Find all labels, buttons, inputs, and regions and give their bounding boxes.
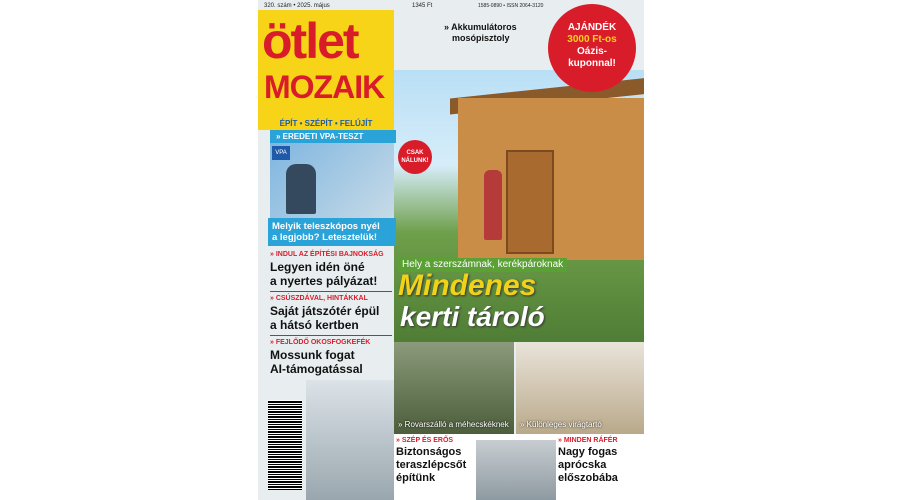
story-kicker: » SZÉP ÉS ERŐS: [396, 437, 454, 444]
story-headline-1: Legyen idén öné: [270, 260, 365, 274]
gift-line-3: Oázis-: [576, 46, 607, 57]
masthead: [258, 10, 394, 128]
hero-title-1: Mindenes: [398, 269, 537, 302]
hero-title-2: kerti tároló: [400, 301, 545, 332]
exclusive-line-1: CSAK: [406, 150, 424, 156]
thumb-caption: » Különleges virágtartó: [520, 420, 602, 429]
price: 1345 Ft: [412, 3, 433, 9]
exclusive-badge: [398, 140, 432, 174]
story-headline-1: Mossunk fogat: [270, 348, 355, 362]
story-kicker: » CSÚSZDÁVAL, HINTÁKKAL: [270, 295, 368, 302]
thumb-caption: » Rovarszálló a méhecskéknek: [398, 420, 509, 429]
story-headline-1: Saját játszótér épül: [270, 304, 380, 318]
story-headline-2: a nyertes pályázat!: [270, 274, 378, 288]
logo-mozaik: MOZAIK: [264, 69, 385, 105]
story-1: [270, 250, 392, 288]
hero-tag: Hely a szerszámnak, kerékpároknak: [398, 258, 567, 272]
story-headline-2: teraszlépcsőt: [396, 459, 467, 471]
story-2: [270, 294, 392, 332]
planter-photo: [516, 342, 644, 434]
insect-hotel-photo: [394, 342, 514, 434]
divider: [270, 335, 392, 336]
story-headline-1: Nagy fogas: [558, 446, 618, 458]
bottom-story-2: [558, 436, 642, 485]
teaser-line-2: mosópisztoly: [452, 33, 510, 43]
story-headline-3: előszobába: [558, 472, 618, 484]
vpa-logo: VPA: [272, 146, 290, 160]
gift-line-2: 3000 Ft-os: [567, 34, 617, 45]
worker-figure: [286, 164, 316, 214]
vpa-header: » EREDETI VPA-TESZT: [270, 130, 396, 143]
story-headline-3: építünk: [396, 472, 436, 484]
story-3: [270, 338, 392, 376]
gift-badge: [548, 4, 636, 92]
story-headline-2: a hátsó kertben: [270, 318, 359, 332]
shed-door: [506, 150, 554, 254]
vpa-caption: [268, 218, 396, 246]
divider: [270, 291, 392, 292]
vpa-caption-line-1: Melyik teleszkópos nyél: [272, 221, 380, 232]
story-headline-2: AI-támogatással: [270, 362, 363, 376]
story-kicker: » INDUL AZ ÉPÍTÉSI BAJNOKSÁG: [270, 251, 384, 258]
gift-line-4: kuponnal!: [568, 58, 616, 69]
story-headline-1: Biztonságos: [396, 446, 462, 458]
person-figure: [484, 170, 502, 240]
gift-line-1: AJÁNDÉK: [567, 22, 617, 33]
vpa-caption-line-2: a legjobb? Letesztelük!: [272, 232, 378, 243]
bottom-story-1: [396, 436, 476, 485]
issue-info: 320. szám • 2025. május: [264, 3, 330, 9]
story-headline-2: aprócska: [558, 459, 607, 471]
coat-rack-photo: [476, 440, 556, 500]
issn: 1585-0890 • ISSN 2064-3120: [478, 3, 544, 9]
teaser-top: [444, 22, 517, 44]
teaser-line-1: » Akkumulátoros: [444, 22, 517, 32]
story-kicker: » MINDEN RÁFÉR: [558, 437, 618, 444]
tagline: ÉPÍT • SZÉPÍT • FELÚJÍT: [258, 118, 394, 130]
logo-otlet: ötlet: [262, 13, 358, 69]
magazine-cover: [258, 0, 644, 500]
barcode: [268, 400, 302, 490]
exclusive-line-2: NÁLUNK!: [401, 158, 429, 164]
stairs-photo: [306, 380, 394, 500]
story-kicker: » FEJLŐDŐ OKOSFOGKEFÉK: [270, 339, 371, 346]
